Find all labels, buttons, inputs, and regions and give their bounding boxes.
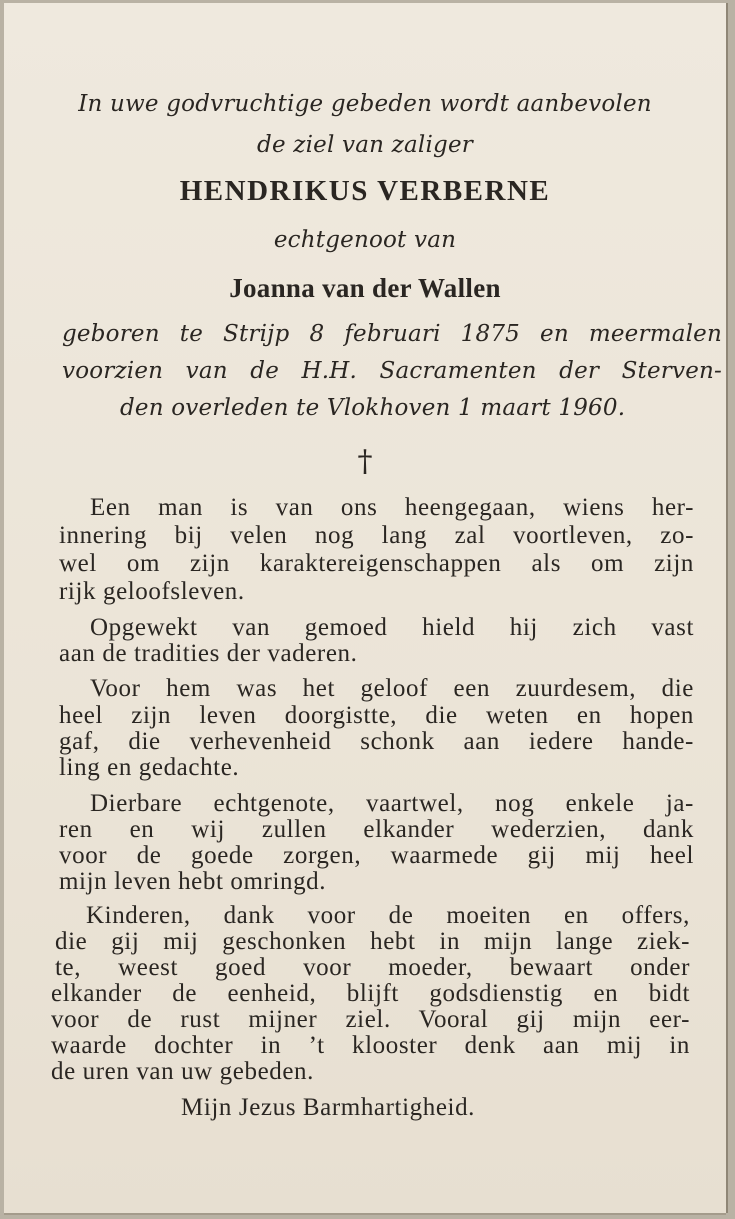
- details-line-1: geboren te Strijp 8 februari 1875 en meermalen: [62, 321, 722, 347]
- intro-line-2: de ziel van zaliger: [257, 132, 473, 158]
- details-line-3: den overleden te Vlokhoven 1 maart 1960.: [120, 395, 626, 421]
- paragraph-1-line-3: wel om zijn karaktereigenschappen als om zijn: [59, 550, 694, 577]
- paragraph-5-line-5: voor de rust mijner ziel. Vooral gij mijn eer-: [51, 1006, 690, 1033]
- paragraph-5-line-3: te, weest goed voor moeder, bewaart onder: [55, 954, 690, 981]
- paragraph-2-line-2: aan de tradities der vaderen.: [59, 640, 358, 667]
- paragraph-4-line-2: ren en wij zullen elkander wederzien, dank: [59, 816, 694, 843]
- paragraph-3-line-4: ling en gedachte.: [59, 754, 240, 781]
- paragraph-3-line-2: heel zijn leven doorgistte, die weten en hopen: [59, 702, 694, 729]
- paragraph-1-line-2: innering bij velen nog lang zal voortleven, zo-: [59, 522, 694, 549]
- paragraph-5-line-6: waarde dochter in ’t klooster denk aan mij in: [51, 1032, 690, 1059]
- intro-line-1: In uwe godvruchtige gebeden wordt aanbevolen: [78, 91, 652, 117]
- closing-prayer: Mijn Jezus Barmhartigheid.: [181, 1094, 476, 1121]
- spouse-prefix: echtgenoot van: [273, 227, 457, 253]
- paragraph-4-line-4: mijn leven hebt omringd.: [59, 868, 327, 895]
- details-line-2: voorzien van de H.H. Sacramenten der Sterven-: [62, 358, 722, 384]
- paragraph-5-line-2: die gij mij geschonken hebt in mijn lange ziek-: [55, 928, 690, 955]
- memorial-card: [4, 3, 726, 1213]
- paragraph-5-line-7: de uren van uw gebeden.: [51, 1058, 315, 1085]
- paragraph-2-line-1: Opgewekt van gemoed hield hij zich vast: [90, 614, 694, 641]
- paragraph-4-line-3: voor de goede zorgen, waarmede gij mij heel: [59, 842, 694, 869]
- paragraph-5-line-4: elkander de eenheid, blijft godsdienstig en bidt: [51, 980, 690, 1007]
- paragraph-3-line-3: gaf, die verhevenheid schonk aan iedere hande-: [59, 728, 694, 755]
- cross-symbol: †: [357, 444, 373, 479]
- paragraph-5-line-1: Kinderen, dank voor de moeiten en offers,: [86, 902, 690, 929]
- paragraph-1-line-1: Een man is van ons heengegaan, wiens her-: [90, 494, 694, 521]
- paragraph-4-line-1: Dierbare echtgenote, vaartwel, nog enkele ja-: [90, 790, 694, 817]
- spouse-name: Joanna van der Wallen: [229, 273, 501, 303]
- paragraph-1-line-4: rijk geloofsleven.: [59, 578, 245, 605]
- paragraph-3-line-1: Voor hem was het geloof een zuurdesem, die: [90, 675, 694, 702]
- deceased-name: HENDRIKUS VERBERNE: [179, 175, 551, 207]
